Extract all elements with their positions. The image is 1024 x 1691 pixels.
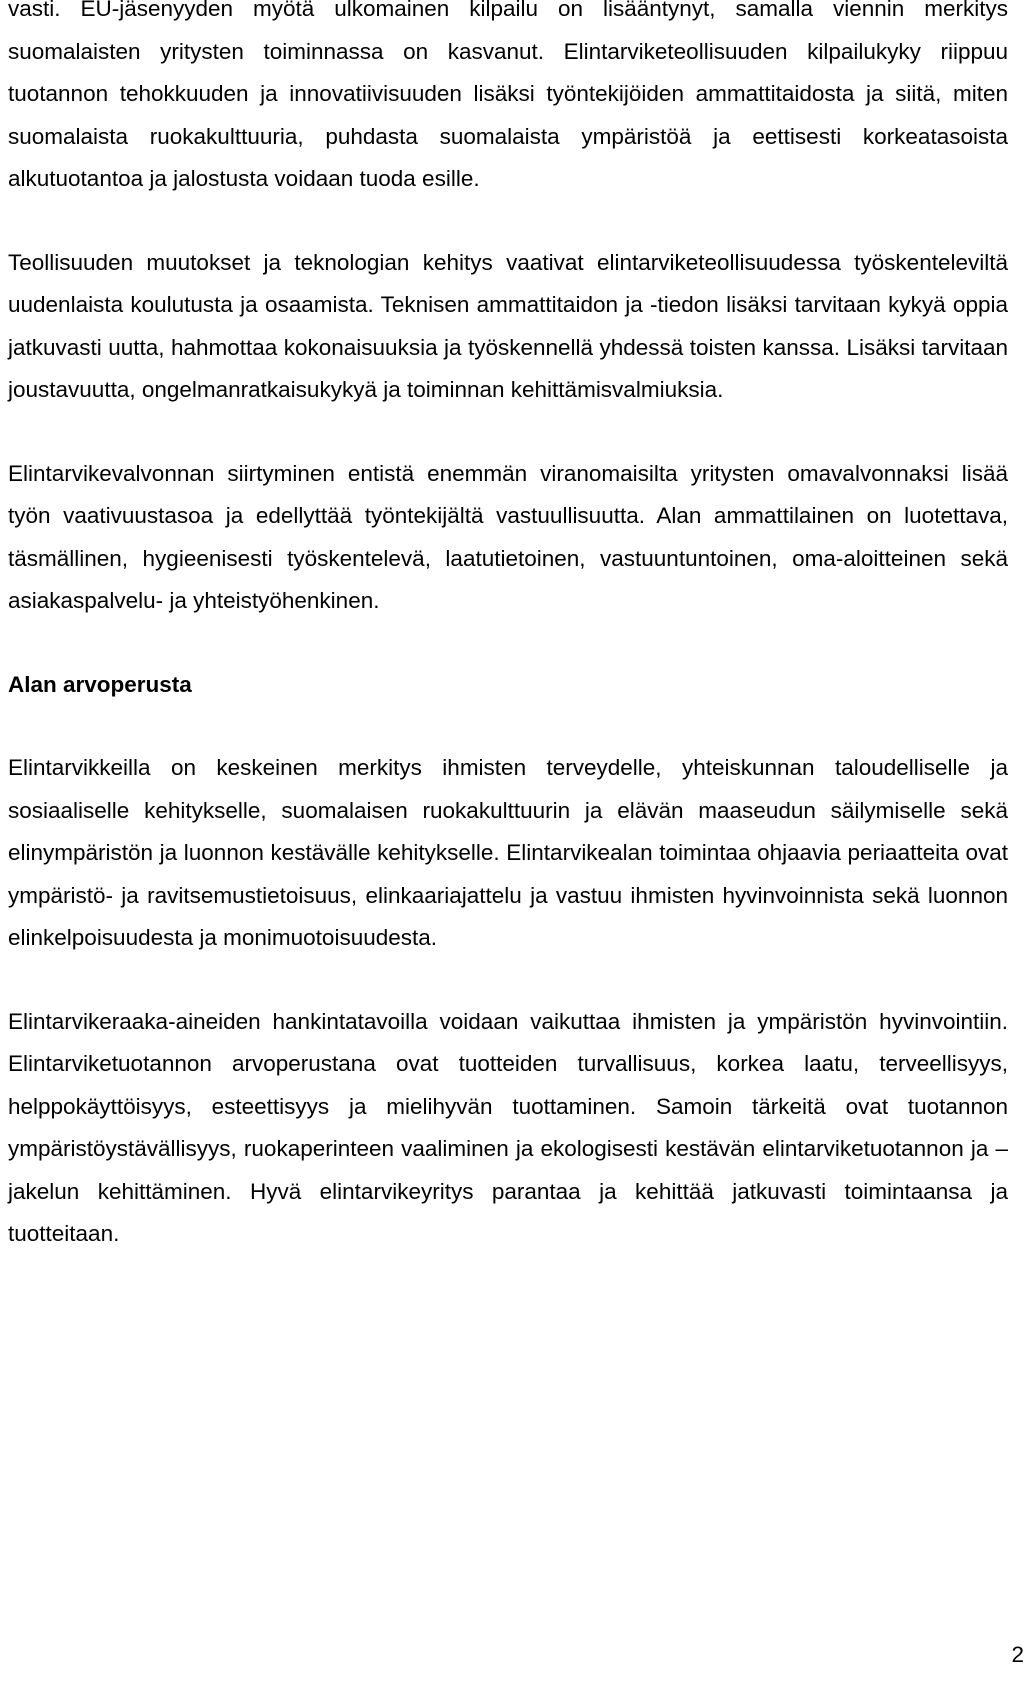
paragraph-value-basis: Elintarvikeraaka-aineiden hankintatavoilla voidaan vaikuttaa ihmisten ja ympäristön hyvinvointiin. Elintarviketuotannon arvoperustana ovat tuotteiden turvallisuus, korkea laatu, terveellisyys, helppokäyttöisyys, esteettisyys ja mielihyvän tuottaminen. Samoin tärkeitä ovat tuotannon ympäristöystävällisyys, ruokaperinteen vaaliminen ja ekologisesti kestävän elintarviketuotannon ja –jakelun kehittäminen. Hyvä elintarvikeyritys parantaa ja kehittää jatkuvasti toimintaansa ja tuotteitaan. [8,1008,1008,1246]
paragraph-food-control: Elintarvikevalvonnan siirtyminen entistä enemmän viranomaisilta yritysten omavalvonnaksi lisää työn vaativuustasoa ja edellyttää työntekijältä vastuullisuutta. Alan ammattilainen on luotettava, täsmällinen, hygieenisesti työskentelevä, laatutietoinen, vastuuntuntoinen, oma-aloitteinen sekä asiakaspalvelu- ja yhteistyöhenkinen. [8,460,1008,613]
paragraph-eu-competition: vasti. EU-jäsenyyden myötä ulkomainen kilpailu on lisääntynyt, samalla viennin merkitys suomalaisten yritysten toiminnassa on kasvanut. Elintarviketeollisuuden kilpailukyky riippuu tuotannon tehokkuuden ja innovatiivisuuden lisäksi työntekijöiden ammattitaidosta ja siitä, miten suomalaista ruokakulttuuria, puhdasta suomalaista ympäristöä ja eettisesti korkeatasoista alkutuotantoa ja jalostusta voidaan tuoda esille. [8,0,1008,191]
paragraph-industry-changes: Teollisuuden muutokset ja teknologian kehitys vaativat elintarviketeollisuudessa työskenteleviltä uudenlaista koulutusta ja osaamista. Teknisen ammattitaidon ja -tiedon lisäksi tarvitaan kykyä oppia jatkuvasti uutta, hahmottaa kokonaisuuksia ja työskennellä yhdessä toisten kanssa. Lisäksi tarvitaan joustavuutta, ongelmanratkaisukykyä ja toiminnan kehittämisvalmiuksia. [8,249,1008,402]
page-number: 2 [1011,1642,1024,1667]
page-body [8,0,1008,1256]
section-heading: Alan arvoperusta [8,671,192,697]
paragraph-food-significance: Elintarvikkeilla on keskeinen merkitys ihmisten terveydelle, yhteiskunnan taloudelliselle ja sosiaaliselle kehitykselle, suomalaisen ruokakulttuurin ja elävän maaseudun säilymiselle sekä elinympäristön ja luonnon kestävälle kehitykselle. Elintarvikealan toimintaa ohjaavia periaatteita ovat ympäristö- ja ravitsemustietoisuus, elinkaariajattelu ja vastuu ihmisten hyvinvoinnista sekä luonnon elinkelpoisuudesta ja monimuotoisuudesta. [8,755,1008,950]
